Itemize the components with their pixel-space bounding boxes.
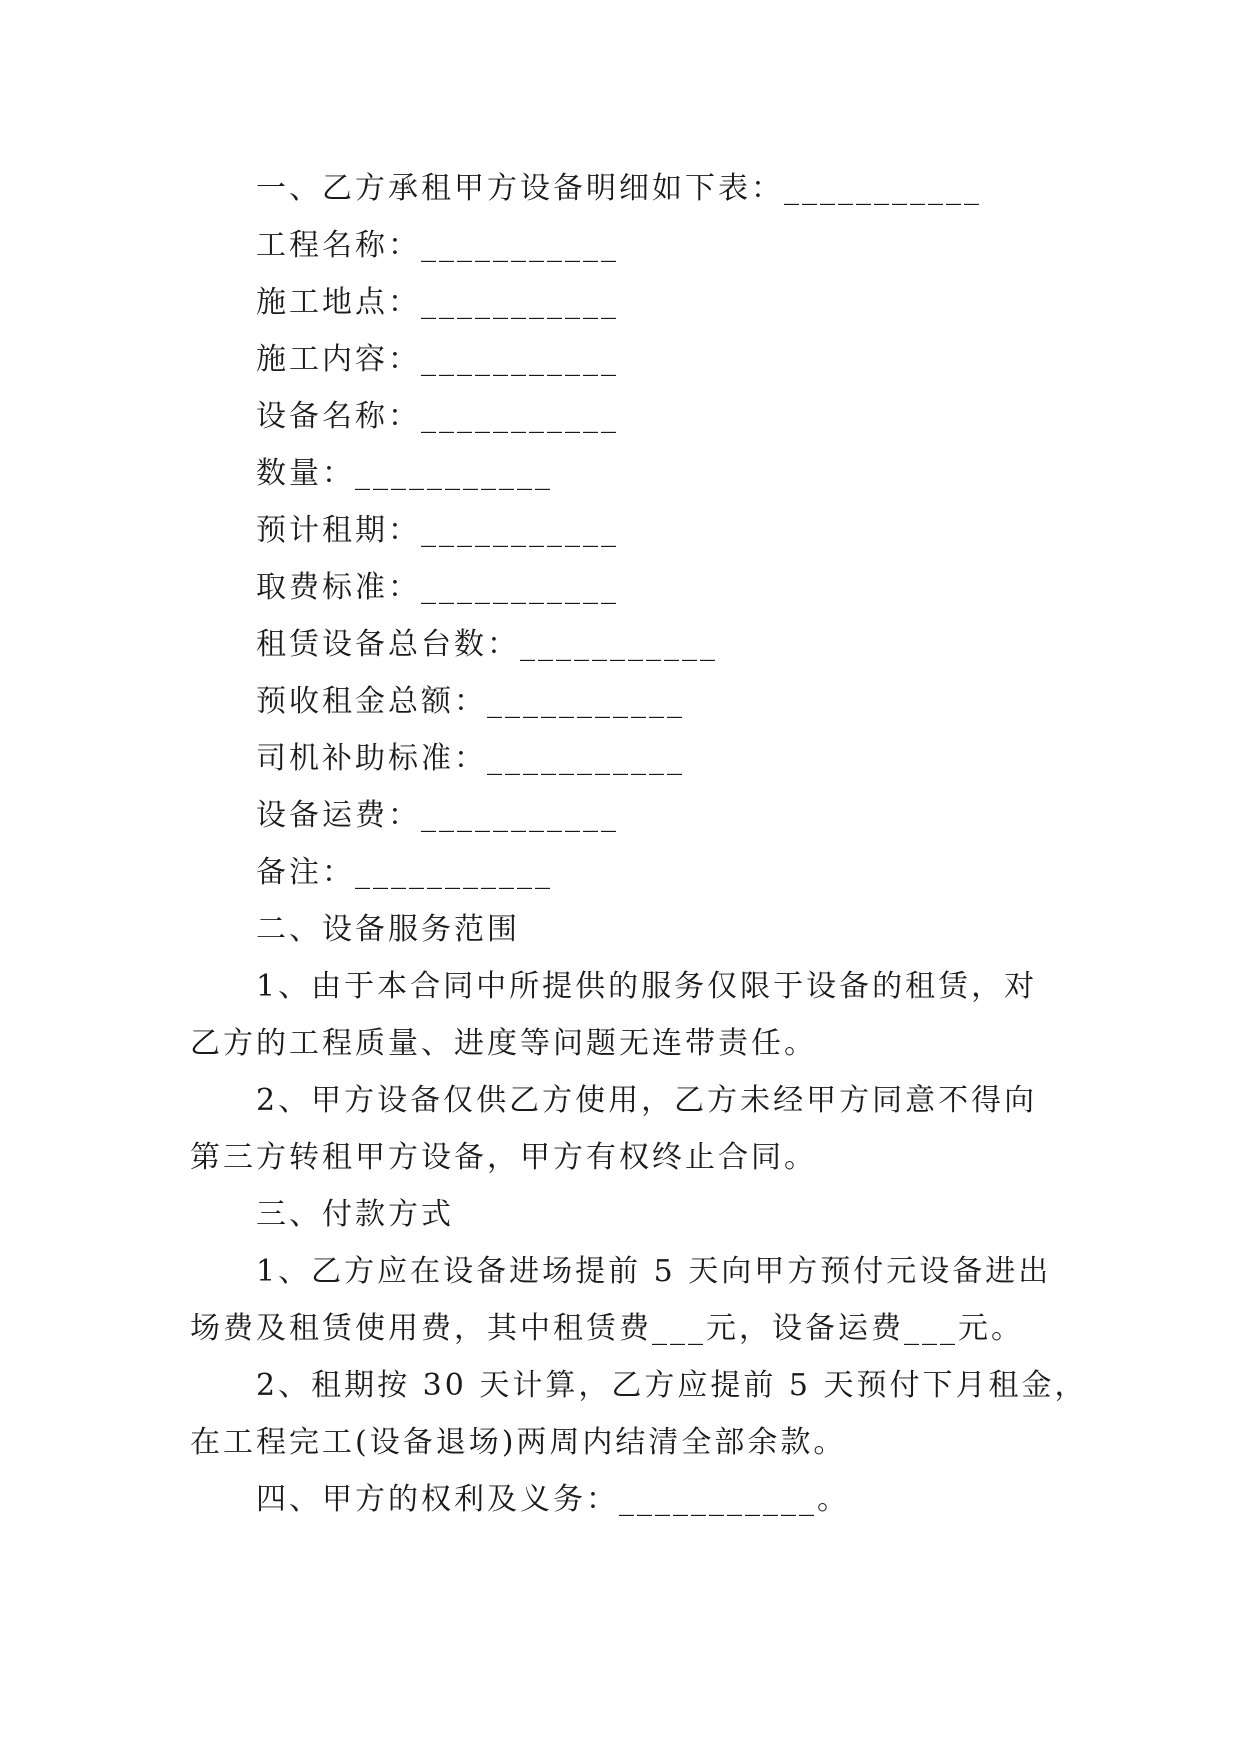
- section-1-heading: 一、乙方承租甲方设备明细如下表：___________: [256, 171, 982, 206]
- clause-2-2-line-1: 2、甲方设备仅供乙方使用，乙方未经甲方同意不得向: [256, 1083, 1038, 1118]
- clause-3-2-line-2: 在工程完工(设备退场)两周内结清全部余款。: [190, 1425, 847, 1460]
- field-fee-standard: 取费标准：___________: [256, 570, 619, 605]
- clause-3-1-line-1: 1、乙方应在设备进场提前 5 天向甲方预付元设备进出: [256, 1254, 1052, 1289]
- field-construction-site: 施工地点：___________: [256, 285, 619, 320]
- clause-3-2-line-1: 2、租期按 30 天计算，乙方应提前 5 天预付下月租金，: [256, 1368, 1088, 1403]
- section-2-heading: 二、设备服务范围: [256, 912, 520, 947]
- section-3-heading: 三、付款方式: [256, 1197, 454, 1232]
- section-4-heading: 四、甲方的权利及义务：___________。: [256, 1482, 850, 1517]
- field-prepaid-rent: 预收租金总额：___________: [256, 684, 685, 719]
- clause-2-1-line-1: 1、由于本合同中所提供的服务仅限于设备的租赁，对: [256, 969, 1038, 1004]
- field-freight: 设备运费：___________: [256, 798, 619, 833]
- field-rental-period: 预计租期：___________: [256, 513, 619, 548]
- field-remarks: 备注：___________: [256, 855, 553, 890]
- field-project-name: 工程名称：___________: [256, 228, 619, 263]
- field-total-units: 租赁设备总台数：___________: [256, 627, 718, 662]
- field-equipment-name: 设备名称：___________: [256, 399, 619, 434]
- field-construction-content: 施工内容：___________: [256, 342, 619, 377]
- clause-2-2-line-2: 第三方转租甲方设备，甲方有权终止合同。: [190, 1140, 817, 1175]
- clause-3-1-line-2: 场费及租赁使用费，其中租赁费___元，设备运费___元。: [190, 1311, 1024, 1346]
- field-driver-subsidy: 司机补助标准：___________: [256, 741, 685, 776]
- clause-2-1-line-2: 乙方的工程质量、进度等问题无连带责任。: [190, 1026, 817, 1061]
- field-quantity: 数量：___________: [256, 456, 553, 491]
